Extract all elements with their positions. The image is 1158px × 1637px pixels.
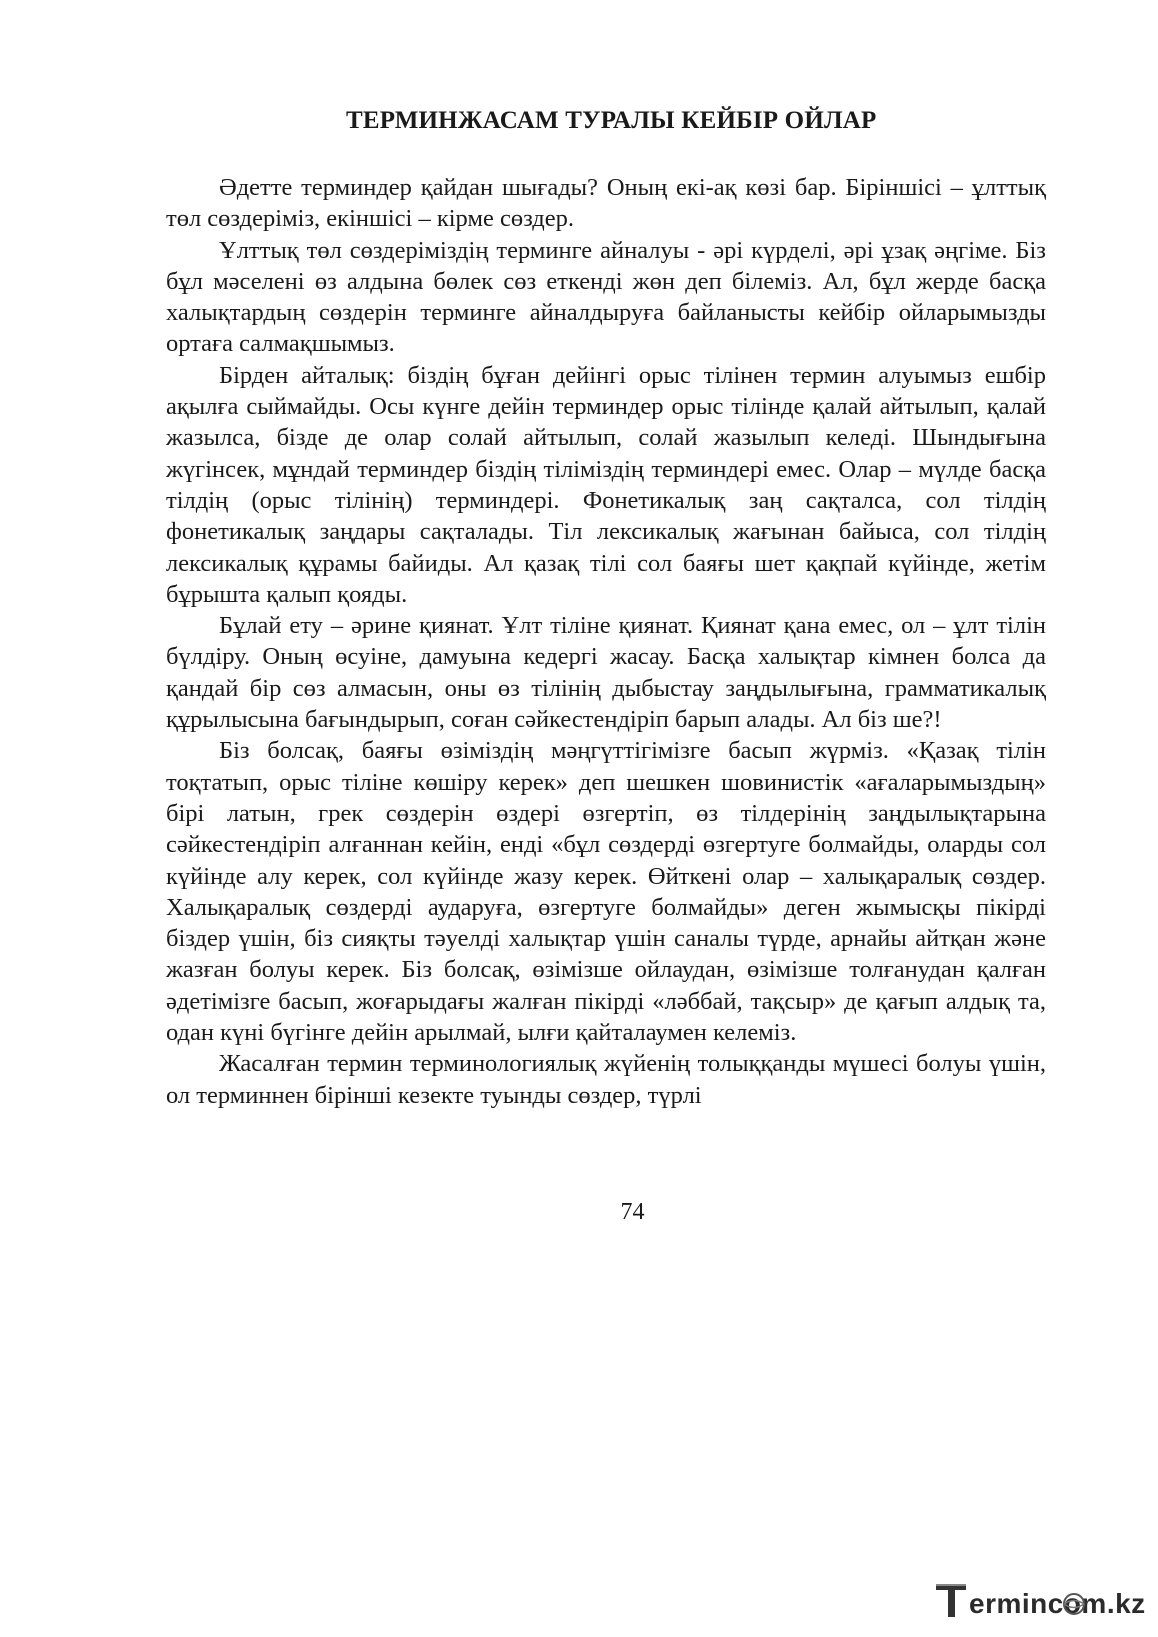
document-title: ТЕРМИНЖАСАМ ТУРАЛЫ КЕЙБІР ОЙЛАР [346, 107, 877, 134]
document-body [166, 172, 1046, 1111]
paragraph: Әдетте терминдер қайдан шығады? Оның екі-ақ көзі бар. Біріншісі – ұлттық төл сөздеріміз, екіншісі – кірме сөздер. [166, 174, 1046, 233]
paragraph: Бірден айталық: біздің бұған дейінгі орыс тілінен термин алуымыз ешбір ақылға сыймайды. Осы күнге дейін терминдер орыс тілінде қалай айтылып, қалай жазылса, бізде де олар солай айтылып, солай жазылып келеді. Шындығына жүгінсек, мұндай терминдер біздің тіліміздің терминдері емес. Олар – мүлде басқа тілдің (орыс тілінің) терминдері. Фонетикалық заң сақталса, сол тілдің фонетикалық заңдары сақталады. Тіл лексикалық жағынан байыса, сол тілдің лексикалық құрамы байиды. Ал қазақ тілі сол баяғы шет қақпай күйінде, жетім бұрышта қалып қояды. [166, 361, 1046, 608]
paragraph: Ұлттық төл сөздеріміздің терминге айналуы - әрі күрделі, әрі ұзақ әңгіме. Біз бұл мәселені өз алдына бөлек сөз еткенді жөн деп білеміз. Ал, бұл жерде басқа халықтардың сөздерін терминге айналдыруға байланысты кейбір ойларымызды ортаға салмақшымыз. [166, 236, 1046, 358]
svg-text:ermincom.kz: ermincom.kz [969, 1588, 1146, 1619]
page-number: 74 [620, 1199, 645, 1225]
paragraph: Бұлай ету – әрине қиянат. Ұлт тіліне қиянат. Қиянат қана емес, ол – ұлт тілін бүлдіру. Оның өсуіне, дамуына кедергі жасау. Басқа халықтар кімнен болса да қандай бір сөз алмасын, оны өз тілінің дыбыстау заңдылығына, грамматикалық құрылысына бағындырып, соған сәйкестендіріп барып алады. Ал біз ше?! [166, 612, 1046, 734]
termincom-logo [933, 1575, 1148, 1625]
paragraph: Біз болсақ, баяғы өзіміздің мәңгүттігімізге басып жүрміз. «Қазақ тілін тоқтатып, орыс тіліне көшіру керек» деп шешкен шовинистік «ағаларымыздың» бірі латын, грек сөздерін өздері өзгертіп, өз тілдерінің заңдылықтарына сәйкестендіріп алғаннан кейін, енді «бұл сөздерді өзгертуге болмайды, оларды сол күйінде алу керек, сол күйінде жазу керек. Өйткені олар – халықаралық сөздер. Халықаралық сөздерді аударуға, өзгертуге болмайды» деген жымысқы пікірді біздер үшін, біз сияқты тәуелді халықтар үшін саналы түрде, арнайы айтқан және жазған болуы керек. Біз болсақ, өзімізше ойлаудан, өзімізше толғанудан қалған әдетімізге басып, жоғарыдағы жалған пікірді «ләббай, тақсыр» де қағып алдық та, одан күні бүгінге дейін арылмай, ылғи қайталаумен келеміз. [166, 737, 1046, 1047]
paragraph: Жасалған термин терминологиялық жүйенің толыққанды мүшесі болуы үшін, ол терминнен бірінші кезекте туынды сөздер, түрлі [166, 1050, 1046, 1109]
